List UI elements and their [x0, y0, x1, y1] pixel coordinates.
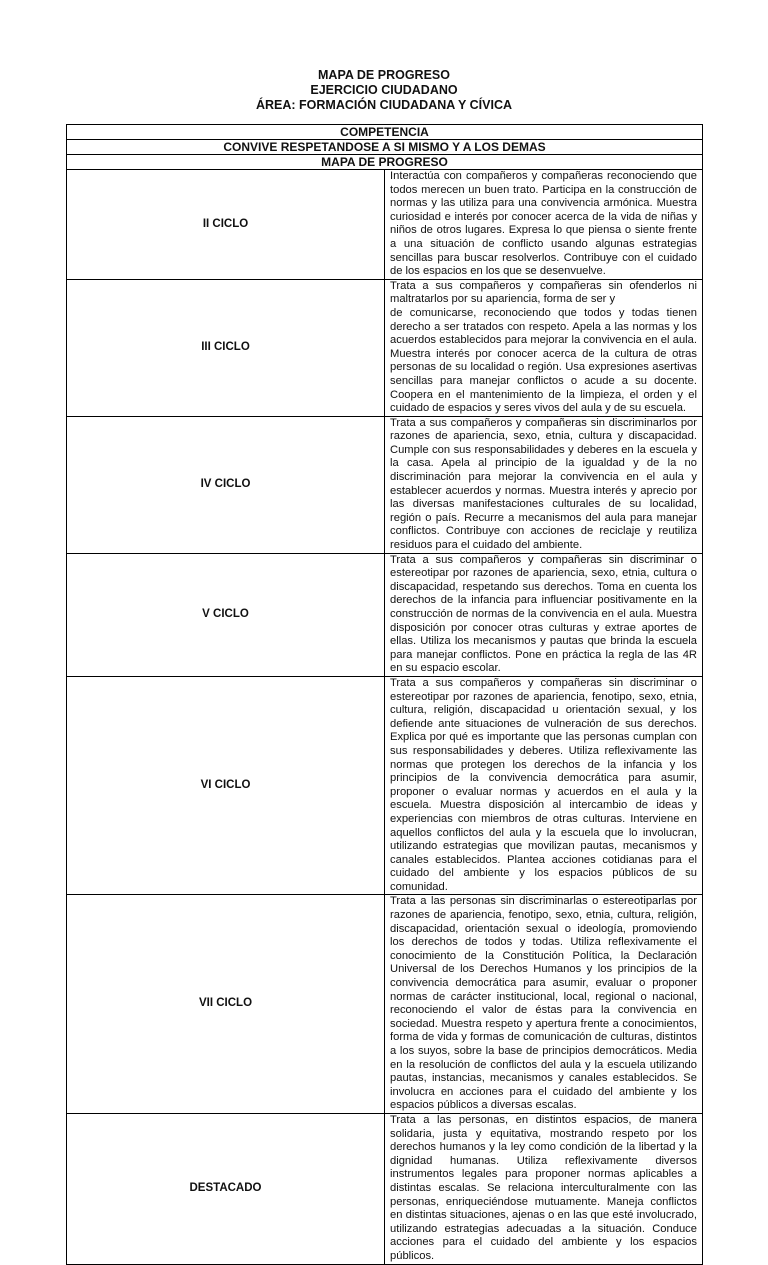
cycle-label: VI CICLO [67, 676, 385, 895]
document-subtitle: EJERCICIO CIUDADANO [310, 83, 458, 97]
cycle-description [385, 279, 703, 416]
progress-map-table [66, 124, 703, 1265]
cycle-label: DESTACADO [67, 1113, 385, 1264]
cycle-description: Trata a las personas sin discriminarlas o estereotiparlas por razones de apariencia, fenotipo, sexo, etnia, cultura, religión, discapacidad, orientación sexual o ideología, promoviendo los derechos de todos y todas. Utiliza reflexivamente el conocimiento de la Constitución Política, la Declaración Universal de los Derechos Humanos y los principios de la convivencia democrática para asumir, evaluar o proponer normas de carácter institucional, local, regional o nacional, reconociendo el valor de éstas para la convivencia en sociedad. Muestra respeto y apertura frente a conocimientos, forma de vida y formas de comunicación de culturas, distintos a los suyos, sobre la base de principios democráticos. Media en la resolución de conflictos del aula y la escuela utilizando pautas, instancias, mecanismos y canales establecidos. Se involucra en acciones para el cuidado del ambiente y los espacios públicos a diversas escalas. [385, 895, 703, 1114]
document-area: ÁREA: FORMACIÓN CIUDADANA Y CÍVICA [255, 98, 513, 112]
table-row [67, 895, 703, 1114]
mapa-label-row [67, 155, 703, 170]
cycle-label: IV CICLO [67, 416, 385, 553]
document-header [0, 68, 768, 113]
competencia-label: COMPETENCIA [67, 125, 703, 140]
table-row [67, 553, 703, 676]
mapa-label: MAPA DE PROGRESO [67, 155, 703, 170]
table-row [67, 170, 703, 280]
cycle-label: II CICLO [67, 170, 385, 280]
cycle-description: Trata a sus compañeros y compañeras sin discriminarlos por razones de apariencia, sexo, etnia, cultura y discapacidad. Cumple con sus responsabilidades y deberes en la escuela y la casa. Apela al principio de la igualdad y de la no discriminación para mejorar la convivencia en el aula y establecer acuerdos y normas. Muestra interés y aprecio por las diversas manifestaciones culturales de su localidad, región o país. Recurre a mecanismos del aula para manejar conflictos. Contribuye con acciones de reciclaje y reutiliza residuos para el cuidado del ambiente. [385, 416, 703, 553]
table-row [67, 676, 703, 895]
table-row [67, 416, 703, 553]
competencia-label-row [67, 125, 703, 140]
cycle-description: Interactúa con compañeros y compañeras reconociendo que todos merecen un buen trato. Participa en la construcción de normas y las utiliza para una convivencia armónica. Muestra curiosidad e interés por conocer acerca de la vida de niñas y niños de otros lugares. Expresa lo que piensa o siente frente a una situación de conflicto usando algunas estrategias sencillas para buscar resolverlos. Contribuye con el cuidado de los espacios en los que se desenvuelve. [385, 170, 703, 280]
document-title: MAPA DE PROGRESO [318, 68, 450, 82]
cycle-description: Trata a sus compañeros y compañeras sin discriminar o estereotipar por razones de apariencia, sexo, etnia, cultura o discapacidad, respetando sus derechos. Toma en cuenta los derechos de la infancia para influenciar positivamente en la construcción de normas de la convivencia en el aula. Muestra disposición por conocer otras culturas y extrae aportes de ellas. Utiliza los mecanismos y pautas que brinda la escuela para manejar conflictos. Pone en práctica la regla de las 4R en su espacio escolar. [385, 553, 703, 676]
cycle-label: V CICLO [67, 553, 385, 676]
cycle-description: Trata a sus compañeros y compañeras sin discriminar o estereotipar por razones de apariencia, fenotipo, sexo, etnia, cultura, religión, discapacidad u orientación sexual, y los defiende ante situaciones de vulneración de sus derechos. Explica por qué es importante que las personas cumplan con sus responsabilidades y deberes. Utiliza reflexivamente las normas que protegen los derechos de la infancia y los principios de la convivencia democrática para asumir, proponer o evaluar normas y acuerdos en el aula y la escuela. Muestra disposición al intercambio de ideas y experiencias con miembros de otras culturas. Interviene en aquellos conflictos del aula y la escuela que lo involucran, utilizando estrategias que movilizan pautas, mecanismos y canales establecidos. Plantea acciones cotidianas para el cuidado del ambiente y los espacios públicos de su comunidad. [385, 676, 703, 895]
cycle-description: Trata a las personas, en distintos espacios, de manera solidaria, justa y equitativa, mostrando respeto por los derechos humanos y la ley como condición de la libertad y la dignidad humanas. Utiliza reflexivamente diversos instrumentos legales para proponer normas aplicables a distintas escalas. Se relaciona interculturalmente con las personas, enriqueciéndose mutuamente. Maneja conflictos en distintas situaciones, ajenas o en las que esté involucrado, utilizando estrategias adecuadas a la situación. Conduce acciones para el cuidado del ambiente y los espacios públicos. [385, 1113, 703, 1264]
competencia-row [67, 140, 703, 155]
table-row [67, 279, 703, 416]
table-row [67, 1113, 703, 1264]
cycle-label: III CICLO [67, 279, 385, 416]
cycle-description-line: Trata a sus compañeros y compañeras sin ofenderlos ni maltratarlos por su apariencia, forma de ser y de comunicarse, reconociendo que todos y todas tienen derecho a ser tratados con respeto. Apela a las normas y los acuerdos establecidos para mejorar la convivencia en el aula. Muestra interés por conocer acerca de la cultura de otras personas de su localidad o región. Usa expresiones asertivas sencillas para manejar conflictos o acude a su docente. Coopera en el mantenimiento de la limpieza, el orden y el cuidado de espacios y seres vivos del aula y de su escuela. [390, 279, 697, 415]
competencia-text: CONVIVE RESPETANDOSE A SI MISMO Y A LOS DEMAS [67, 140, 703, 155]
cycle-label: VII CICLO [67, 895, 385, 1114]
